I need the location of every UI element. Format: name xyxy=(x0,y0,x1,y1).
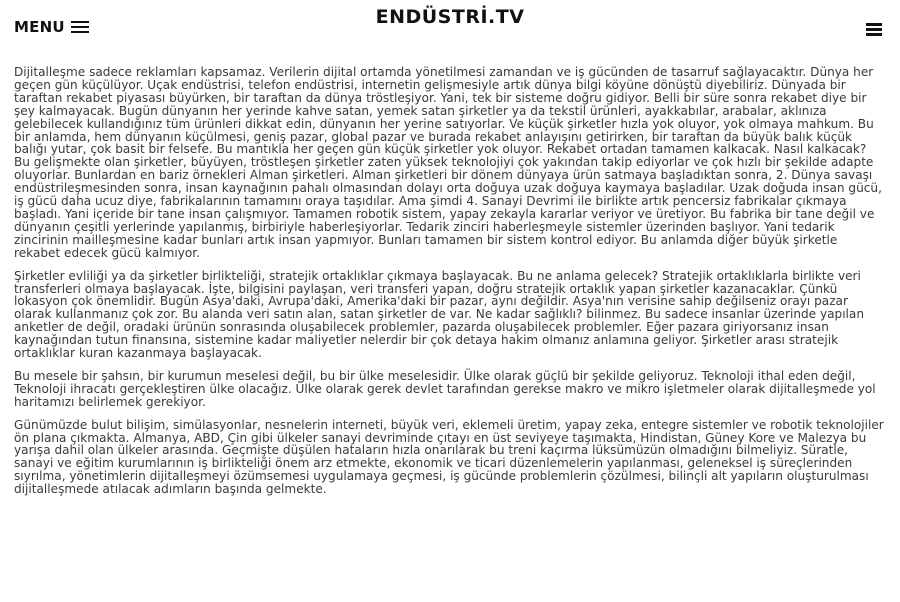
article-paragraph: Günümüzde bulut bilişim, simülasyonlar, nesnelerin interneti, büyük veri, eklemeli üretim, yapay zeka, entegre sistemler ve robotik teknolojiler ön plana çıkmakta. Almanya, ABD, Çin gibi ülkeler sanayi devriminde çıtayı en üst seviyeye taşımakta, Hindistan, Güney Kore ve Malezya bu yarışa dahil olan ülkeler arasında. Geçmişte düşülen hataların hızla onarılarak bu treni kaçırma lüksümüzün olmadığını bilmeliyiz. Süratle, sanayi ve eğitim kurumlarının iş birlikteliği önem arz etmekte, ekonomik ve ticari düzenlemelerin yapılanması, geleneksel iş süreçlerinden sıyrılma, yönetimlerin dijitalleşmeyi özümsemesi uygulamaya geçmesi, iş gücünde problemlerin çözülmesi, bilinçli alt yapıların oluşturulması dijitalleşmede atılacak adımların başında gelmekte. xyxy=(14,417,884,497)
menu-label: MENU xyxy=(14,18,65,36)
site-title[interactable]: ENDÜSTRİ.TV xyxy=(375,6,525,28)
article-body xyxy=(0,58,900,496)
article-paragraph: Şirketler evliliği ya da şirketler birlikteliği, stratejik ortaklıklar çıkmaya başlayacak. Bu ne anlama gelecek? Stratejik ortaklıklarla birlikte veri transferleri olmaya başlayacak. İşte, bilgisini paylaşan, veri transferi yapan, doğru stratejik ortaklık yapan şirketler kazanacaklar. Çünkü lokasyon çok önemlidir. Bugün Asya'daki, Avrupa'daki, Amerika'daki bir pazar, aynı değildir. Asya'nın verisine sahip değilseniz orayı pazar olarak kullanmanız çok zor. Bu alanda veri satın alan, satan şirketler de var. Ne kadar sağlıklı? bilinmez. Bu sadece insanlar üzerinde yapılan anketler de değil, oradaki ürünün sonrasında oluşabilecek problemler, pazarda oluşabilecek problemler. Eğer pazara giriyorsanız insan kaynağından tutun finansına, sistemine kadar maliyetler nelerdir bir çok detaya hakim olmanız anlamına geliyor. Şirketler arası stratejik ortaklıklar kuran kazanmaya başlayacak. xyxy=(14,268,864,361)
right-menu-button[interactable] xyxy=(866,21,882,40)
article-paragraph: Bu mesele bir şahsın, bir kurumun meselesi değil, bu bir ülke meselesidir. Ülke olarak güçlü bir şekilde geliyoruz. Teknoloji ithal eden değil, Teknoloji ihracatı gerçekleştiren ülke olacağız. Ülke olarak gerek devlet tarafından gerekse makro ve mikro işletmeler olarak dijitalleşmede yol haritamızı belirlemek gerekiyor. xyxy=(14,368,876,409)
article-paragraph: Dijitalleşme sadece reklamları kapsamaz. Verilerin dijital ortamda yönetilmesi zamandan ve iş gücünden de tasarruf sağlayacaktır. Dünya her geçen gün küçülüyor. Uçak endüstrisi, telefon endüstrisi, internetin gelişmesiyle artık dünya bilgi köyüne dönüştü diyebiliriz. Dünyada bir taraftan rekabet piyasası büyürken, bir taraftan da dünya tröstleşiyor. Yani, tek bir sisteme doğru gidiyor. Belli bir süre sonra rekabet diye bir şey kalmayacak. Bugün dünyanın her yerinde kahve satan, yemek satan şirketler ya da tekstil ürünleri, ayakkabılar, arabalar, aklınıza gelebilecek kullandığınız tüm ürünleri dikkat edin, dünyanın her yerine satıyorlar. Ve küçük şirketler hızla yok oluyor, yok olmaya mahkum. Bu bir anlamda, hem dünyanın küçülmesi, geniş pazar, global pazar ve burada rekabet anlayışını getirirken, bir taraftan da büyük balık küçük balığı yutar, çok basit bir felsefe. Bu mantıkla her geçen gün küçük şirketler yok oluyor. Rekabet ortadan tamamen kalkacak. Nasıl kalkacak? Bu gelişmekte olan şirketler, büyüyen, tröstleşen şirketler zaten yüksek teknolojiyi çok yakından takip ediyorlar ve çok hızlı bir şekilde adapte oluyorlar. Bunlardan en bariz örnekleri Alman şirketleri. Alman şirketleri bir dönem dünyaya ürün satmaya başladıktan sonra, 2. Dünya savaşı endüstrileşmesinden sonra, insan kaynağının pahalı olmasından dolayı orta doğuya uzak doğuya kaymaya başladılar. Uzak doğuda insan gücü, iş gücü daha ucuz diye, fabrikalarının tamamını oraya taşıdılar. Ama şimdi 4. Sanayi Devrimi ile birlikte artık pencersiz fabrikalar çıkmaya başladı. Yani içeride bir tane insan çalışmıyor. Tamamen robotik sistem, yapay zekayla kararlar veriyor ve üretiyor. Bu fabrika bir tane değil ve dünyanın çeşitli yerlerinde yapılanmış, birbiriyle haberleşiyorlar. Tedarik zinciri haberleşmeyle sistemler üzerinden başlıyor. Yani tedarik zincirinin mailleşmesine kadar bunları artık insan yapmıyor. Bunları tamamen bir sistem kontrol ediyor. Bu anlamda diğer büyük şirketle rekabet edecek gücü kalmıyor. xyxy=(14,65,882,260)
hamburger-icon xyxy=(866,23,882,36)
site-header xyxy=(0,0,900,58)
